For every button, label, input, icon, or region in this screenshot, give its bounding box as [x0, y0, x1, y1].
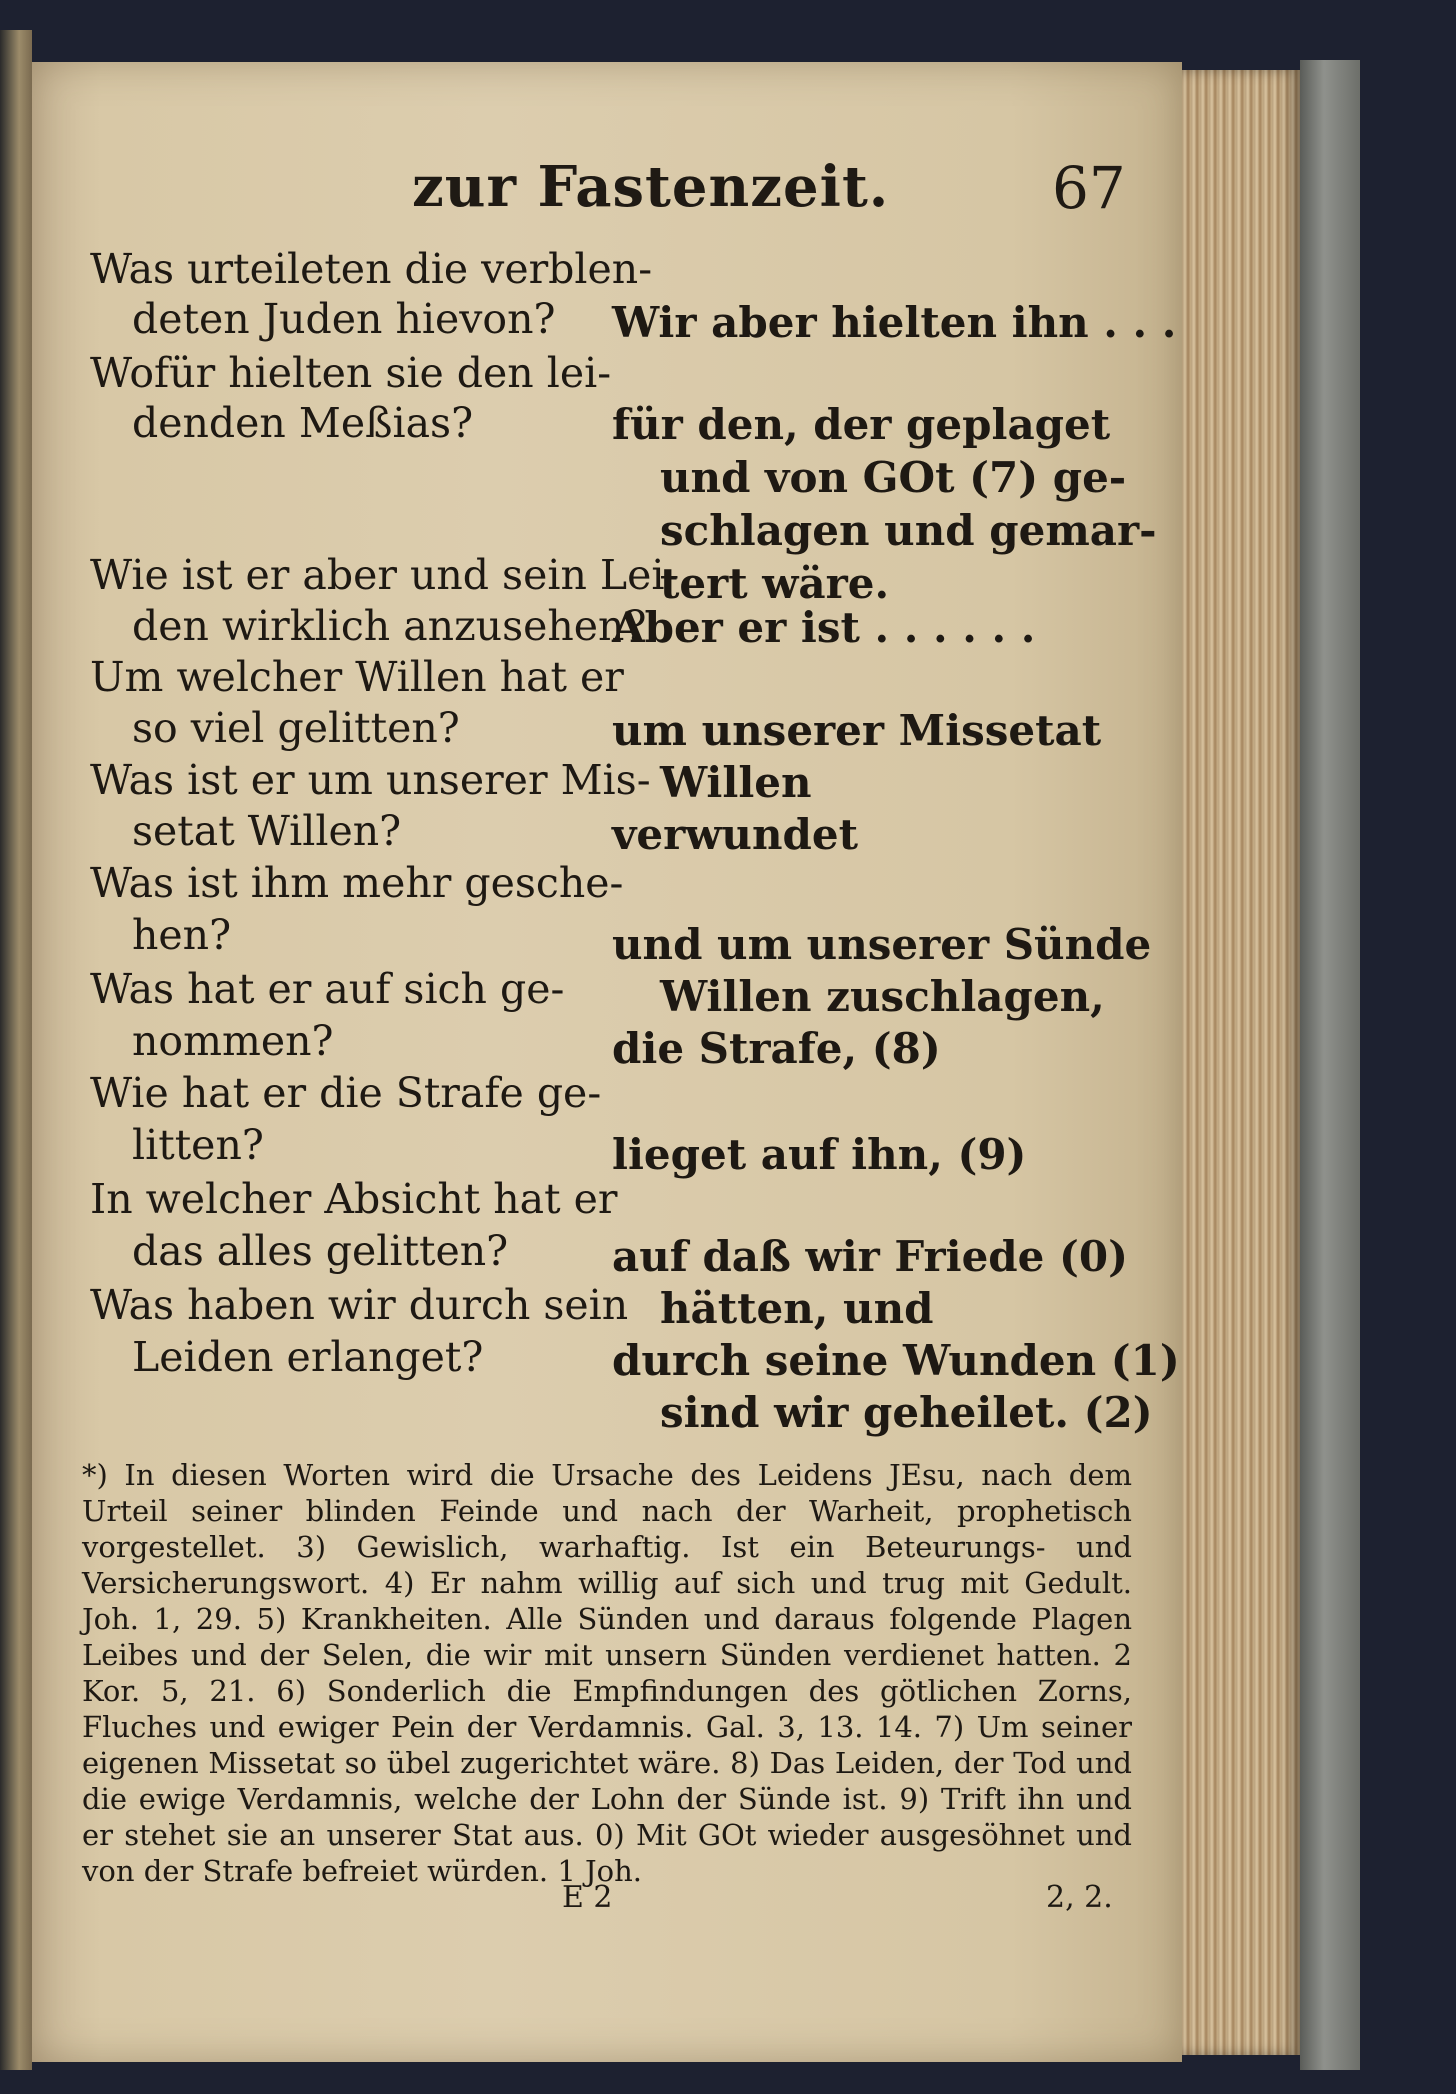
question-line: das alles gelitten? — [132, 1227, 509, 1275]
answer-line: Aber er ist . . . . . . — [612, 603, 1036, 652]
page-number: 67 — [1052, 154, 1126, 222]
page-block-edges — [1182, 70, 1300, 2055]
question-line: so viel gelitten? — [132, 704, 460, 752]
previous-page-edge — [0, 30, 32, 2070]
question-line: Was hat er auf sich ge- — [90, 965, 565, 1013]
answer-line: und um unserer Sünde — [612, 920, 1152, 969]
book-page — [32, 62, 1182, 2062]
answer-line: für den, der geplaget — [612, 400, 1111, 449]
question-line: Leiden erlanget? — [132, 1333, 484, 1381]
running-head: zur Fastenzeit. — [412, 154, 890, 220]
answer-line: Willen zuschlagen, — [660, 972, 1105, 1021]
book-cover — [1300, 60, 1360, 2070]
answer-line: durch seine Wunden (1) — [612, 1336, 1180, 1385]
question-line: litten? — [132, 1121, 264, 1169]
question-line: Um welcher Willen hat er — [90, 653, 624, 701]
catchword: 2, 2. — [1046, 1880, 1113, 1915]
question-line: In welcher Absicht hat er — [90, 1175, 618, 1223]
answer-line: schlagen und gemar- — [660, 506, 1157, 555]
answer-line: um unserer Missetat — [612, 706, 1102, 755]
question-line: deten Juden hievon? — [132, 295, 556, 343]
answer-line: sind wir geheilet. (2) — [660, 1388, 1153, 1437]
answer-line: Willen — [660, 758, 812, 807]
signature-mark: E 2 — [562, 1880, 613, 1915]
answer-line: tert wäre. — [660, 559, 890, 608]
answer-line: hätten, und — [660, 1284, 934, 1333]
question-line: Was urteileten die verblen- — [90, 245, 653, 293]
answer-line: auf daß wir Friede (0) — [612, 1232, 1128, 1281]
answer-line: die Strafe, (8) — [612, 1024, 941, 1073]
question-line: denden Meßias? — [132, 399, 474, 447]
answer-line: Wir aber hielten ihn . . . — [612, 298, 1177, 347]
footnotes: *) In diesen Worten wird die Ursache des Leidens JEsu, nach dem Urteil seiner blinden Feinde und nach der Warheit, prophetisch vorgestellet. 3) Gewislich, warhaftig. Ist ein Beteurungs- und Versicherungswort. 4) Er nahm willig auf sich und trug mit Gedult. Joh. 1, 29. 5) Krankheiten. Alle Sünden und daraus folgende Plagen Leibes und der Selen, die wir mit unsern Sünden verdienet hatten. 2 Kor. 5, 21. 6) Sonderlich die Empfindungen des götlichen Zorns, Fluches und ewiger Pein der Verdamnis. Gal. 3, 13. 14. 7) Um seiner eigenen Missetat so übel zugerichtet wäre. 8) Das Leiden, der Tod und die ewige Verdamnis, welche der Lohn der Sünde ist. 9) Trift ihn und er stehet sie an unserer Stat aus. 0) Mit GOt wieder ausgesöhnet und von der Strafe befreiet würden. 1 Joh. — [82, 1458, 1132, 1888]
question-line: Was ist ihm mehr gesche- — [90, 859, 624, 907]
question-line: Was ist er um unserer Mis- — [90, 756, 651, 804]
answer-line: und von GOt (7) ge- — [660, 453, 1127, 502]
question-line: setat Willen? — [132, 807, 402, 855]
answer-line: verwundet — [612, 810, 858, 859]
question-line: Was haben wir durch sein — [90, 1281, 629, 1329]
answer-line: lieget auf ihn, (9) — [612, 1130, 1027, 1179]
question-line: hen? — [132, 911, 232, 959]
question-line: Wie hat er die Strafe ge- — [90, 1069, 602, 1117]
question-line: Wie ist er aber und sein Lei- — [90, 551, 679, 599]
page-header — [32, 154, 1182, 234]
question-line: nommen? — [132, 1017, 334, 1065]
question-line: den wirklich anzusehen? — [132, 602, 647, 650]
question-line: Wofür hielten sie den lei- — [90, 349, 612, 397]
